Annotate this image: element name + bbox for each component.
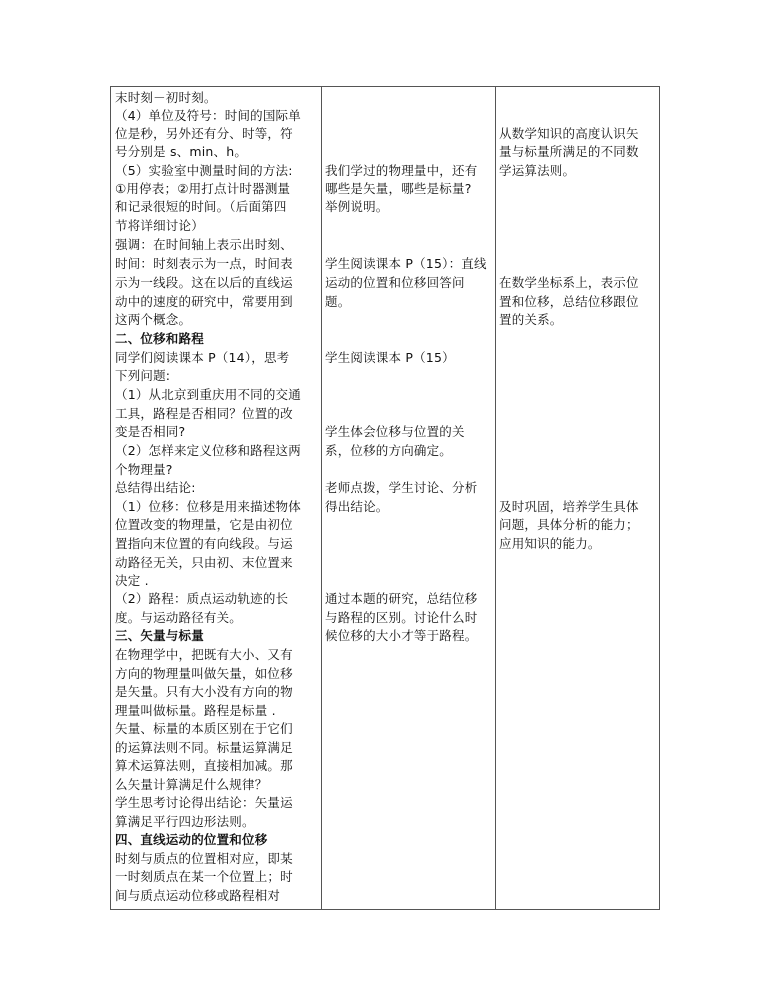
teaching-content-line: 的运算法则不同。标量运算满足 xyxy=(115,740,293,755)
intent-line: 置和位移，总结位移跟位 xyxy=(499,294,639,309)
teaching-content-line: 位是秒，另外还有分、时等，符 xyxy=(115,126,293,141)
activity-line: 运动的位置和位移回答问 xyxy=(325,275,465,290)
column-divider xyxy=(321,87,322,909)
teaching-content-line: （4）单位及符号：时间的国际单 xyxy=(115,108,301,123)
teaching-content-line: 矢量、标量的本质区别在于它们 xyxy=(115,721,293,736)
teaching-content-line: 工具，路程是否相同？位置的改 xyxy=(115,406,293,421)
teaching-content-line: （2）路程：质点运动轨迹的长 xyxy=(115,591,289,606)
intent-line: 问题，具体分析的能力； xyxy=(499,517,639,532)
teaching-content-line: 间与质点运动位移或路程相对 xyxy=(115,888,281,903)
teaching-content-line: 号分别是 s、min、h。 xyxy=(115,144,248,159)
teaching-content-line: 一时刻质点在某一个位置上；时 xyxy=(115,869,293,884)
intent-line: 置的关系。 xyxy=(499,312,563,327)
activity-line: 系，位移的方向确定。 xyxy=(325,443,453,458)
activity-line: 候位移的大小才等于路程。 xyxy=(325,628,478,643)
teaching-content-line: 动路径无关，只由初、末位置来 xyxy=(115,555,293,570)
teaching-content-line: 在物理学中，把既有大小、又有 xyxy=(115,647,293,662)
activity-line: 与路程的区别。讨论什么时 xyxy=(325,610,478,625)
activity-line: 举例说明。 xyxy=(325,199,389,214)
activity-line: 得出结论。 xyxy=(325,499,389,514)
activity-line: 老师点拨，学生讨论、分析 xyxy=(325,480,478,495)
teaching-content-line: 同学们阅读课本 P（14），思考 xyxy=(115,350,290,365)
teaching-content-line: 学生思考讨论得出结论：矢量运 xyxy=(115,795,293,810)
teaching-content-line: 度。与运动路径有关。 xyxy=(115,610,243,625)
section-heading: 三、矢量与标量 xyxy=(115,628,204,643)
teaching-content-line: 末时刻－初时刻。 xyxy=(115,90,217,105)
teaching-content-line: 示为一线段。这在以后的直线运 xyxy=(115,275,293,290)
activity-line: 哪些是矢量，哪些是标量? xyxy=(325,181,472,196)
intent-line: 在数学坐标系上，表示位 xyxy=(499,275,639,290)
teaching-content-line: 算术运算法则，直接相加减。那 xyxy=(115,758,293,773)
teaching-content-line: 是矢量。只有大小没有方向的物 xyxy=(115,684,293,699)
teaching-content-line: （1）位移：位移是用来描述物体 xyxy=(115,499,301,514)
activity-line: 学生体会位移与位置的关 xyxy=(325,424,465,439)
teaching-content-line: 决定 . xyxy=(115,573,149,588)
activity-line: 学生阅读课本 P（15）：直线 xyxy=(325,256,487,271)
teaching-content-line: 么矢量计算满足什么规律？ xyxy=(115,777,268,792)
teaching-content-line: 节将详细讨论） xyxy=(115,218,204,233)
activity-line: 学生阅读课本 P（15） xyxy=(325,350,455,365)
teaching-content-line: 置指向末位置的有向线段。与运 xyxy=(115,536,293,551)
teaching-content-line: 强调：在时间轴上表示出时刻、 xyxy=(115,237,293,252)
teaching-content-line: 位置改变的物理量，它是由初位 xyxy=(115,517,293,532)
teaching-content-line: （1）从北京到重庆用不同的交通 xyxy=(115,387,301,402)
teaching-content-line: 变是否相同? xyxy=(115,424,186,439)
teaching-content-line: 这两个概念。 xyxy=(115,312,192,327)
section-heading: 四、直线运动的位置和位移 xyxy=(115,832,268,847)
column-divider xyxy=(495,87,496,909)
intent-line: 量与标量所满足的不同数 xyxy=(499,144,639,159)
teaching-content-line: 个物理量? xyxy=(115,462,173,477)
teaching-content-line: 理量叫做标量。路程是标量 . xyxy=(115,703,276,718)
activity-line: 我们学过的物理量中，还有 xyxy=(325,163,478,178)
teaching-content-line: （2）怎样来定义位移和路程这两 xyxy=(115,443,301,458)
teaching-content-line: （5）实验室中测量时间的方法: xyxy=(115,163,293,178)
intent-line: 应用知识的能力。 xyxy=(499,536,601,551)
teaching-content-line: 时刻与质点的位置相对应，即某 xyxy=(115,851,293,866)
teaching-content-line: 下列问题: xyxy=(115,368,171,383)
intent-line: 及时巩固，培养学生具体 xyxy=(499,499,639,514)
activity-line: 题。 xyxy=(325,294,351,309)
teaching-content-line: 方向的物理量叫做矢量，如位移 xyxy=(115,666,293,681)
teaching-content-line: 算满足平行四边形法则。 xyxy=(115,814,255,829)
intent-line: 学运算法则。 xyxy=(499,163,576,178)
teaching-content-line: 总结得出结论: xyxy=(115,480,196,495)
teaching-content-line: 动中的速度的研究中，常要用到 xyxy=(115,294,293,309)
teaching-content-line: ①用停表；②用打点计时器测量 xyxy=(115,181,291,196)
teaching-content-line: 时间：时刻表示为一点，时间表 xyxy=(115,256,293,271)
activity-line: 通过本题的研究，总结位移 xyxy=(325,591,478,606)
section-heading: 二、位移和路程 xyxy=(115,331,204,346)
teaching-content-line: 和记录很短的时间。（后面第四 xyxy=(115,199,287,214)
intent-line: 从数学知识的高度认识矢 xyxy=(499,126,639,141)
